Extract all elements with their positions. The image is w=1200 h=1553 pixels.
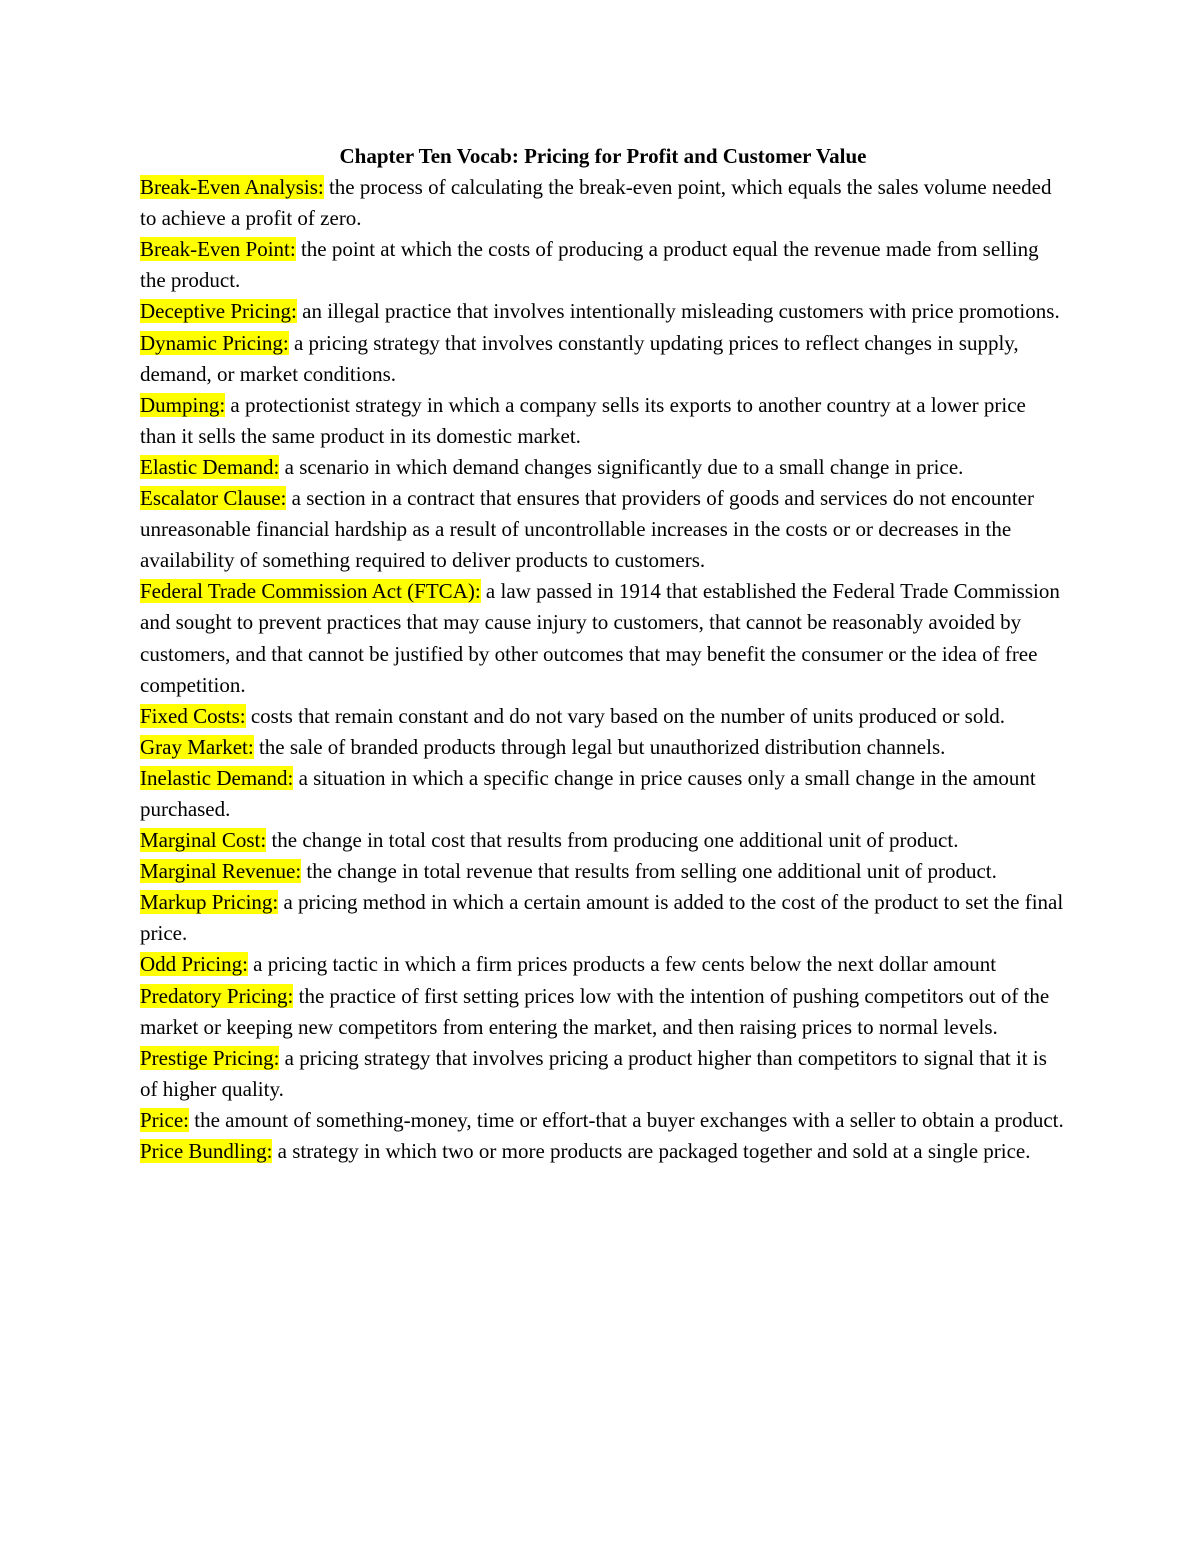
vocab-entry xyxy=(140,234,1066,296)
vocab-term: Break-Even Analysis: xyxy=(140,175,324,200)
vocab-definition: a pricing tactic in which a firm prices products a few cents below the next dollar amount xyxy=(247,952,997,977)
vocab-definition: costs that remain constant and do not vary based on the number of units produced or sold. xyxy=(245,703,1005,728)
vocab-entry xyxy=(140,1105,1066,1136)
vocab-entry xyxy=(140,887,1066,949)
vocab-definition: the change in total revenue that results from selling one additional unit of product. xyxy=(301,859,997,884)
vocab-definition: the amount of something-money, time or effort-that a buyer exchanges with a seller to obtain a product. xyxy=(188,1107,1064,1132)
vocab-entry xyxy=(140,328,1066,390)
vocab-definition: a situation in which a specific change in price causes only a small change in the amount purchased. xyxy=(140,765,1036,821)
vocab-definition: a strategy in which two or more products are packaged together and sold at a single price. xyxy=(272,1139,1031,1163)
vocab-definition: a pricing method in which a certain amount is added to the cost of the product to set the final price. xyxy=(140,890,1064,946)
vocab-definition: a scenario in which demand changes significantly due to a small change in price. xyxy=(279,454,964,479)
vocab-term: Deceptive Pricing: xyxy=(140,299,297,324)
vocab-entry xyxy=(140,296,1066,327)
vocab-definition: the practice of first setting prices low with the intention of pushing competitors out of the market or keeping new competitors from entering the market, and then raising prices to normal levels. xyxy=(140,983,1050,1039)
vocab-term: Marginal Revenue: xyxy=(140,859,302,884)
vocab-term: Dynamic Pricing: xyxy=(140,330,289,355)
vocab-term: Marginal Cost: xyxy=(140,828,267,853)
vocab-entry xyxy=(140,763,1066,825)
vocab-definition: the sale of branded products through legal but unauthorized distribution channels. xyxy=(253,734,946,759)
vocab-definition: the change in total cost that results from producing one additional unit of product. xyxy=(266,828,959,853)
vocab-definition: a pricing strategy that involves pricing a product higher than competitors to signal that it is of higher quality. xyxy=(140,1045,1047,1101)
vocab-definition: the point at which the costs of producing a product equal the revenue made from selling the product. xyxy=(140,237,1039,293)
vocab-entry xyxy=(140,856,1066,887)
vocab-term: Break-Even Point: xyxy=(140,237,296,262)
vocab-definition: a pricing strategy that involves constantly updating prices to reflect changes in supply, demand, or market conditions. xyxy=(140,330,1019,386)
vocab-entry xyxy=(140,1136,1066,1167)
vocab-entry xyxy=(140,1043,1066,1105)
vocab-term: Odd Pricing: xyxy=(140,952,248,977)
vocab-term: Inelastic Demand: xyxy=(140,765,294,790)
vocab-term: Federal Trade Commission Act (FTCA): xyxy=(140,579,481,604)
vocab-term: Elastic Demand: xyxy=(140,454,280,479)
vocab-entry xyxy=(140,732,1066,763)
vocab-entry xyxy=(140,172,1066,234)
vocab-term: Markup Pricing: xyxy=(140,890,279,915)
vocab-definition: a section in a contract that ensures that providers of goods and services do not encounter unreasonable financial hardship as a result of uncontrollable increases in the costs or or decreases in the availability of something required to deliver products to customers. xyxy=(140,486,1034,573)
vocab-term: Predatory Pricing: xyxy=(140,983,294,1008)
vocab-term: Price Bundling: xyxy=(140,1139,273,1163)
vocab-entry xyxy=(140,452,1066,483)
vocab-definition: the process of calculating the break-even point, which equals the sales volume needed to achieve a profit of zero. xyxy=(140,175,1052,231)
vocab-term: Fixed Costs: xyxy=(140,703,246,728)
vocab-entry xyxy=(140,483,1066,576)
document-body xyxy=(140,141,1066,1167)
vocab-entry xyxy=(140,981,1066,1043)
document-title: Chapter Ten Vocab: Pricing for Profit and Customer Value xyxy=(339,144,867,168)
vocab-definition: an illegal practice that involves intentionally misleading customers with price promotions. xyxy=(296,299,1060,324)
vocab-term: Dumping: xyxy=(140,392,226,417)
vocab-entry xyxy=(140,825,1066,856)
vocab-term: Gray Market: xyxy=(140,734,254,759)
vocab-entry xyxy=(140,576,1066,700)
vocab-term: Price: xyxy=(140,1107,189,1132)
vocab-term: Escalator Clause: xyxy=(140,486,287,511)
vocab-list xyxy=(140,172,1066,1167)
vocab-entry xyxy=(140,949,1066,980)
vocab-definition: a protectionist strategy in which a company sells its exports to another country at a lower price than it sells the same product in its domestic market. xyxy=(140,392,1026,448)
vocab-term: Prestige Pricing: xyxy=(140,1045,280,1070)
vocab-entry xyxy=(140,390,1066,452)
vocab-entry xyxy=(140,701,1066,732)
vocab-definition: a law passed in 1914 that established the Federal Trade Commission and sought to prevent practices that may cause injury to customers, that cannot be reasonably avoided by customers, and that cannot be justified by other outcomes that may benefit the consumer or the idea of free competition. xyxy=(140,579,1060,697)
